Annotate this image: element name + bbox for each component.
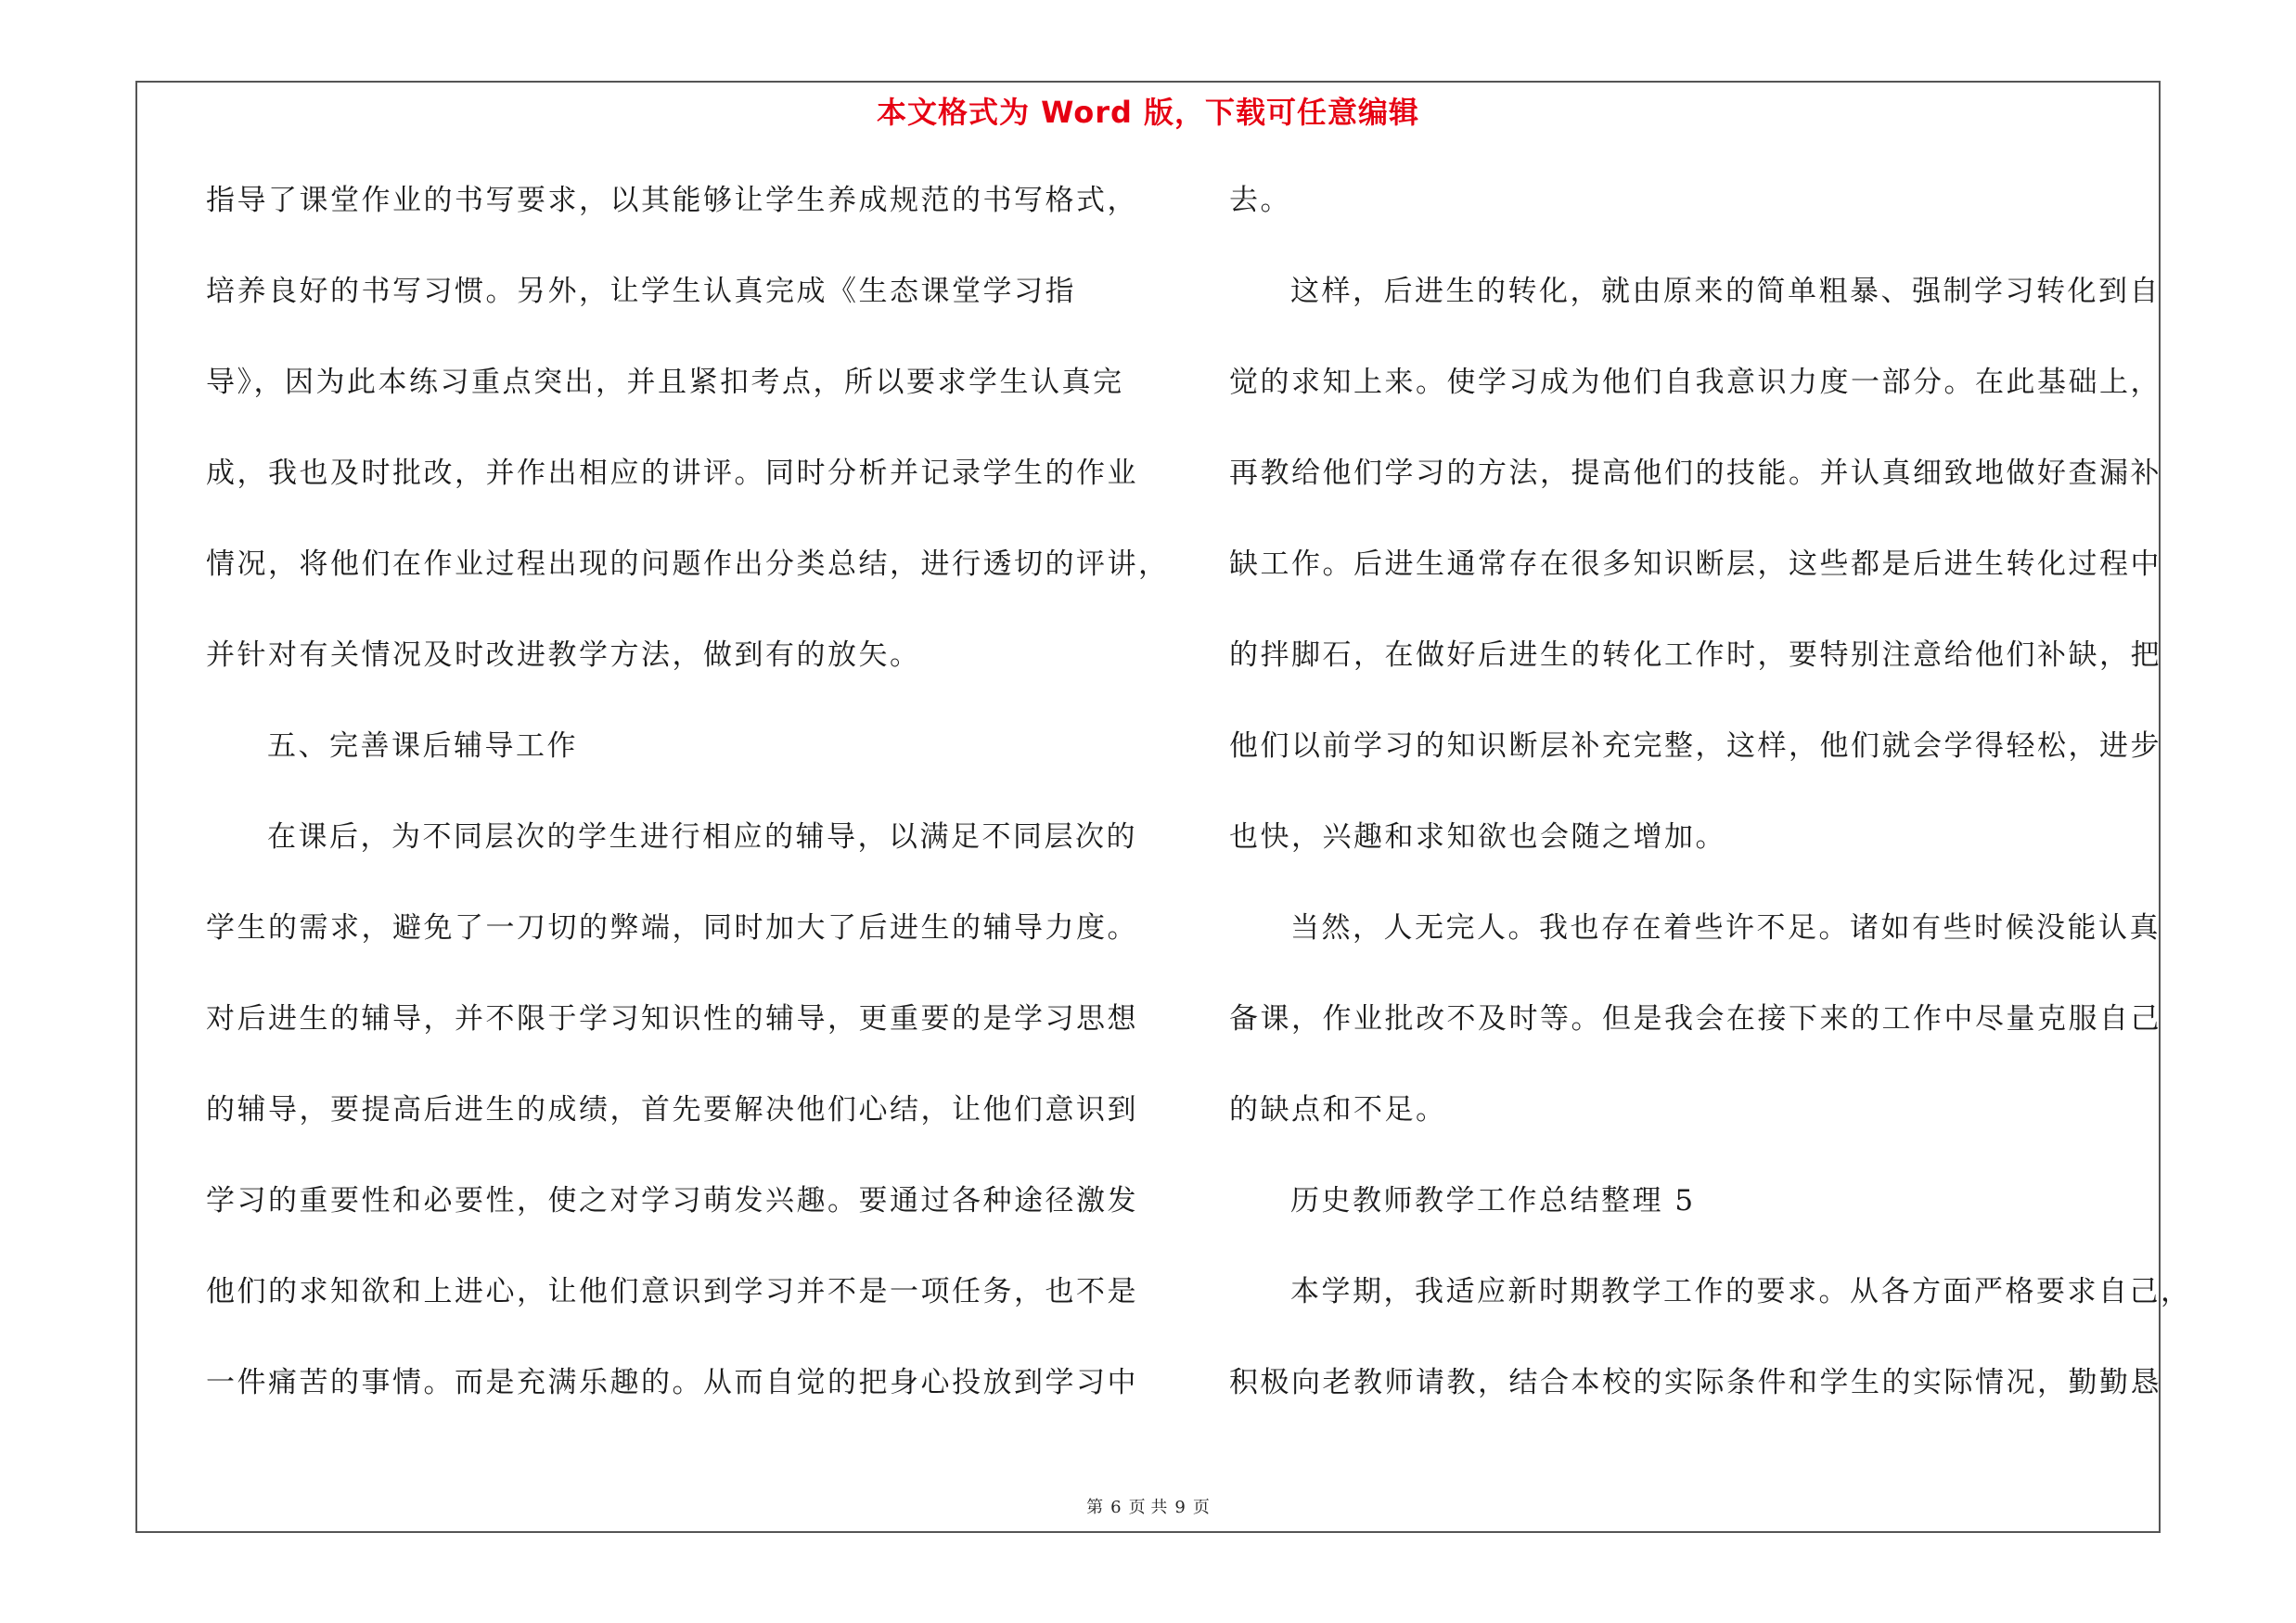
- word-format-banner: 本文格式为 Word 版，下载可任意编辑: [876, 95, 1420, 130]
- text-line: 觉的求知上来。使学习成为他们自我意识力度一部分。在此基础上，: [1229, 366, 2161, 399]
- text-line: 的拌脚石，在做好后进生的转化工作时，要特别注意给他们补缺，把: [1229, 638, 2161, 672]
- total-pages: 9: [1174, 1498, 1186, 1517]
- text-line: 当然，人无完人。我也存在着些许不足。诸如有些时候没能认真: [1290, 911, 2161, 945]
- footer-suffix: 页: [1192, 1498, 1210, 1517]
- section-heading: 五、完善课后辅导工作: [267, 729, 578, 763]
- section-heading: 历史教师教学工作总结整理 5: [1290, 1184, 1696, 1217]
- text-line: 本学期，我适应新时期教学工作的要求。从各方面严格要求自己，: [1290, 1275, 2192, 1308]
- text-line: 这样，后进生的转化，就由原来的简单粗暴、强制学习转化到自: [1290, 275, 2161, 308]
- text-line: 导》，因为此本练习重点突出，并且紧扣考点，所以要求学生认真完: [206, 366, 1124, 399]
- text-line: 一件痛苦的事情。而是充满乐趣的。从而自觉的把身心投放到学习中: [206, 1366, 1138, 1399]
- text-line: 的缺点和不足。: [1229, 1093, 1447, 1127]
- text-line: 他们以前学习的知识断层补充完整，这样，他们就会学得轻松，进步: [1229, 729, 2161, 763]
- text-line: 对后进生的辅导，并不限于学习知识性的辅导，更重要的是学习思想: [206, 1002, 1138, 1036]
- text-line: 积极向老教师请教，结合本校的实际条件和学生的实际情况，勤勤恳: [1229, 1366, 2161, 1399]
- text-line: 学生的需求，避免了一刀切的弊端，同时加大了后进生的辅导力度。: [206, 911, 1138, 945]
- page-footer: [0, 1494, 2296, 1518]
- footer-prefix: 第: [1086, 1498, 1104, 1517]
- text-line: 的辅导，要提高后进生的成绩，首先要解决他们心结，让他们意识到: [206, 1093, 1138, 1127]
- page-number: 6: [1110, 1498, 1122, 1517]
- text-line: 指导了课堂作业的书写要求，以其能够让学生养成规范的书写格式，: [206, 184, 1138, 217]
- text-line: 也快，兴趣和求知欲也会随之增加。: [1229, 820, 1726, 854]
- text-line: 情况，将他们在作业过程出现的问题作出分类总结，进行透切的评讲，: [206, 547, 1170, 581]
- text-line: 他们的求知欲和上进心，让他们意识到学习并不是一项任务，也不是: [206, 1275, 1138, 1308]
- text-line: 备课，作业批改不及时等。但是我会在接下来的工作中尽量克服自己: [1229, 1002, 2161, 1036]
- text-line: 在课后，为不同层次的学生进行相应的辅导，以满足不同层次的: [267, 820, 1137, 854]
- text-line: 培养良好的书写习惯。另外，让学生认真完成《生态课堂学习指: [206, 275, 1076, 308]
- text-line: 并针对有关情况及时改进教学方法，做到有的放矢。: [206, 638, 921, 672]
- text-line: 缺工作。后进生通常存在很多知识断层，这些都是后进生转化过程中: [1229, 547, 2161, 581]
- text-line: 成，我也及时批改，并作出相应的讲评。同时分析并记录学生的作业: [206, 457, 1138, 490]
- text-line: 再教给他们学习的方法，提高他们的技能。并认真细致地做好查漏补: [1229, 457, 2161, 490]
- footer-middle: 页 共: [1128, 1498, 1168, 1517]
- text-line: 学习的重要性和必要性，使之对学习萌发兴趣。要通过各种途径激发: [206, 1184, 1138, 1217]
- text-line: 去。: [1229, 184, 1291, 217]
